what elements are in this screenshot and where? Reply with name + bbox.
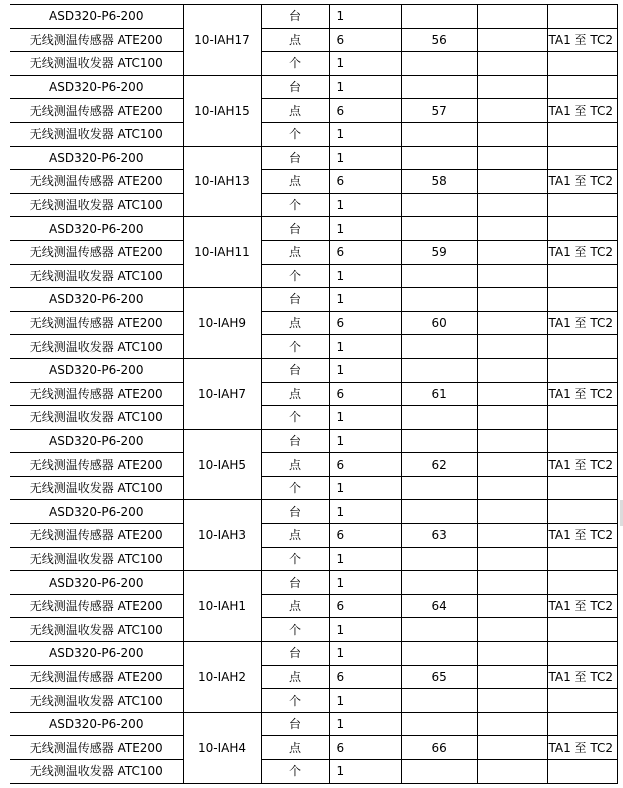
range-note-cell bbox=[547, 618, 617, 642]
range-note-cell bbox=[547, 264, 617, 288]
sequence-number-cell bbox=[401, 146, 477, 170]
quantity-cell: 1 bbox=[329, 146, 401, 170]
item-name-cell: 无线测温收发器 ATC100 bbox=[10, 476, 183, 500]
sequence-number-cell bbox=[401, 500, 477, 524]
table-row bbox=[10, 28, 617, 52]
table-row bbox=[10, 429, 617, 453]
item-name-cell: 无线测温收发器 ATC100 bbox=[10, 264, 183, 288]
empty-cell bbox=[477, 429, 547, 453]
empty-cell bbox=[477, 642, 547, 666]
table-row bbox=[10, 571, 617, 595]
range-note-cell bbox=[547, 689, 617, 713]
unit-cell: 个 bbox=[261, 689, 329, 713]
empty-cell bbox=[477, 760, 547, 784]
item-name-cell: 无线测温收发器 ATC100 bbox=[10, 122, 183, 146]
range-note-cell bbox=[547, 335, 617, 359]
quantity-cell: 1 bbox=[329, 358, 401, 382]
quantity-cell: 6 bbox=[329, 311, 401, 335]
cabinet-code-cell: 10-IAH15 bbox=[183, 75, 261, 146]
table-row bbox=[10, 547, 617, 571]
empty-cell bbox=[477, 122, 547, 146]
empty-cell bbox=[477, 170, 547, 194]
item-name-cell: 无线测温传感器 ATE200 bbox=[10, 311, 183, 335]
item-name-cell: 无线测温收发器 ATC100 bbox=[10, 335, 183, 359]
item-name-cell: 无线测温收发器 ATC100 bbox=[10, 52, 183, 76]
range-note-cell bbox=[547, 500, 617, 524]
quantity-cell: 1 bbox=[329, 500, 401, 524]
quantity-cell: 6 bbox=[329, 453, 401, 477]
quantity-cell: 1 bbox=[329, 429, 401, 453]
quantity-cell: 6 bbox=[329, 170, 401, 194]
unit-cell: 个 bbox=[261, 547, 329, 571]
cabinet-code-cell: 10-IAH2 bbox=[183, 642, 261, 713]
empty-cell bbox=[477, 28, 547, 52]
table-row bbox=[10, 524, 617, 548]
unit-cell: 点 bbox=[261, 453, 329, 477]
unit-cell: 点 bbox=[261, 524, 329, 548]
item-name-cell: 无线测温传感器 ATE200 bbox=[10, 99, 183, 123]
unit-cell: 个 bbox=[261, 52, 329, 76]
table-row bbox=[10, 217, 617, 241]
table-row bbox=[10, 736, 617, 760]
table-row bbox=[10, 406, 617, 430]
item-name-cell: 无线测温收发器 ATC100 bbox=[10, 547, 183, 571]
unit-cell: 个 bbox=[261, 264, 329, 288]
quantity-cell: 1 bbox=[329, 217, 401, 241]
sequence-number-cell bbox=[401, 476, 477, 500]
table-row bbox=[10, 665, 617, 689]
quantity-cell: 6 bbox=[329, 99, 401, 123]
item-name-cell: ASD320-P6-200 bbox=[10, 571, 183, 595]
empty-cell bbox=[477, 571, 547, 595]
unit-cell: 个 bbox=[261, 335, 329, 359]
unit-cell: 点 bbox=[261, 382, 329, 406]
equipment-table-wrapper bbox=[10, 4, 618, 784]
unit-cell: 台 bbox=[261, 642, 329, 666]
empty-cell bbox=[477, 712, 547, 736]
sequence-number-cell: 56 bbox=[401, 28, 477, 52]
table-row bbox=[10, 311, 617, 335]
empty-cell bbox=[477, 406, 547, 430]
range-note-cell bbox=[547, 547, 617, 571]
table-row bbox=[10, 618, 617, 642]
empty-cell bbox=[477, 146, 547, 170]
quantity-cell: 6 bbox=[329, 524, 401, 548]
sequence-number-cell: 59 bbox=[401, 240, 477, 264]
quantity-cell: 1 bbox=[329, 75, 401, 99]
sequence-number-cell: 62 bbox=[401, 453, 477, 477]
range-note-cell bbox=[547, 406, 617, 430]
quantity-cell: 1 bbox=[329, 288, 401, 312]
sequence-number-cell bbox=[401, 429, 477, 453]
cabinet-code-cell: 10-IAH17 bbox=[183, 5, 261, 76]
cabinet-code-cell: 10-IAH13 bbox=[183, 146, 261, 217]
table-row bbox=[10, 642, 617, 666]
unit-cell: 台 bbox=[261, 712, 329, 736]
unit-cell: 个 bbox=[261, 760, 329, 784]
sequence-number-cell bbox=[401, 264, 477, 288]
table-row bbox=[10, 476, 617, 500]
range-note-cell bbox=[547, 193, 617, 217]
table-row bbox=[10, 689, 617, 713]
quantity-cell: 1 bbox=[329, 5, 401, 29]
item-name-cell: ASD320-P6-200 bbox=[10, 217, 183, 241]
sequence-number-cell: 64 bbox=[401, 594, 477, 618]
quantity-cell: 6 bbox=[329, 665, 401, 689]
item-name-cell: 无线测温传感器 ATE200 bbox=[10, 524, 183, 548]
unit-cell: 台 bbox=[261, 217, 329, 241]
item-name-cell: 无线测温收发器 ATC100 bbox=[10, 618, 183, 642]
item-name-cell: ASD320-P6-200 bbox=[10, 712, 183, 736]
quantity-cell: 1 bbox=[329, 547, 401, 571]
item-name-cell: 无线测温收发器 ATC100 bbox=[10, 193, 183, 217]
sequence-number-cell: 60 bbox=[401, 311, 477, 335]
quantity-cell: 1 bbox=[329, 571, 401, 595]
sequence-number-cell: 58 bbox=[401, 170, 477, 194]
empty-cell bbox=[477, 264, 547, 288]
sequence-number-cell bbox=[401, 335, 477, 359]
table-row bbox=[10, 52, 617, 76]
cabinet-code-cell: 10-IAH1 bbox=[183, 571, 261, 642]
sequence-number-cell bbox=[401, 406, 477, 430]
sequence-number-cell bbox=[401, 217, 477, 241]
empty-cell bbox=[477, 500, 547, 524]
quantity-cell: 6 bbox=[329, 736, 401, 760]
quantity-cell: 1 bbox=[329, 264, 401, 288]
item-name-cell: 无线测温传感器 ATE200 bbox=[10, 28, 183, 52]
empty-cell bbox=[477, 311, 547, 335]
sequence-number-cell bbox=[401, 193, 477, 217]
unit-cell: 台 bbox=[261, 358, 329, 382]
item-name-cell: 无线测温收发器 ATC100 bbox=[10, 689, 183, 713]
sequence-number-cell bbox=[401, 618, 477, 642]
empty-cell bbox=[477, 524, 547, 548]
table-row bbox=[10, 500, 617, 524]
item-name-cell: ASD320-P6-200 bbox=[10, 75, 183, 99]
quantity-cell: 6 bbox=[329, 382, 401, 406]
unit-cell: 台 bbox=[261, 146, 329, 170]
item-name-cell: ASD320-P6-200 bbox=[10, 146, 183, 170]
table-row bbox=[10, 240, 617, 264]
unit-cell: 个 bbox=[261, 193, 329, 217]
empty-cell bbox=[477, 99, 547, 123]
unit-cell: 点 bbox=[261, 665, 329, 689]
unit-cell: 点 bbox=[261, 594, 329, 618]
range-note-cell bbox=[547, 476, 617, 500]
item-name-cell: 无线测温传感器 ATE200 bbox=[10, 170, 183, 194]
table-row bbox=[10, 99, 617, 123]
sequence-number-cell bbox=[401, 288, 477, 312]
sequence-number-cell bbox=[401, 642, 477, 666]
item-name-cell: ASD320-P6-200 bbox=[10, 288, 183, 312]
range-note-cell bbox=[547, 642, 617, 666]
quantity-cell: 1 bbox=[329, 618, 401, 642]
equipment-table-body bbox=[10, 5, 617, 784]
unit-cell: 点 bbox=[261, 28, 329, 52]
unit-cell: 点 bbox=[261, 240, 329, 264]
quantity-cell: 1 bbox=[329, 642, 401, 666]
unit-cell: 点 bbox=[261, 170, 329, 194]
quantity-cell: 1 bbox=[329, 689, 401, 713]
unit-cell: 点 bbox=[261, 736, 329, 760]
sequence-number-cell bbox=[401, 5, 477, 29]
sequence-number-cell: 65 bbox=[401, 665, 477, 689]
table-row bbox=[10, 358, 617, 382]
range-note-cell bbox=[547, 122, 617, 146]
item-name-cell: 无线测温收发器 ATC100 bbox=[10, 760, 183, 784]
empty-cell bbox=[477, 217, 547, 241]
table-row bbox=[10, 193, 617, 217]
empty-cell bbox=[477, 193, 547, 217]
table-row bbox=[10, 146, 617, 170]
item-name-cell: ASD320-P6-200 bbox=[10, 5, 183, 29]
cabinet-code-cell: 10-IAH4 bbox=[183, 712, 261, 783]
item-name-cell: 无线测温传感器 ATE200 bbox=[10, 594, 183, 618]
item-name-cell: ASD320-P6-200 bbox=[10, 642, 183, 666]
range-note-cell bbox=[547, 5, 617, 29]
table-row bbox=[10, 712, 617, 736]
table-row bbox=[10, 382, 617, 406]
sequence-number-cell bbox=[401, 52, 477, 76]
range-note-cell bbox=[547, 217, 617, 241]
item-name-cell: ASD320-P6-200 bbox=[10, 500, 183, 524]
range-note-cell bbox=[547, 760, 617, 784]
empty-cell bbox=[477, 335, 547, 359]
unit-cell: 个 bbox=[261, 618, 329, 642]
sequence-number-cell bbox=[401, 760, 477, 784]
range-note-cell: TA1 至 TC2 bbox=[547, 99, 617, 123]
cabinet-code-cell: 10-IAH7 bbox=[183, 358, 261, 429]
quantity-cell: 1 bbox=[329, 406, 401, 430]
unit-cell: 个 bbox=[261, 476, 329, 500]
quantity-cell: 6 bbox=[329, 28, 401, 52]
unit-cell: 个 bbox=[261, 122, 329, 146]
unit-cell: 台 bbox=[261, 5, 329, 29]
item-name-cell: 无线测温收发器 ATC100 bbox=[10, 406, 183, 430]
range-note-cell: TA1 至 TC2 bbox=[547, 594, 617, 618]
range-note-cell bbox=[547, 146, 617, 170]
cabinet-code-cell: 10-IAH9 bbox=[183, 288, 261, 359]
quantity-cell: 6 bbox=[329, 240, 401, 264]
range-note-cell: TA1 至 TC2 bbox=[547, 170, 617, 194]
quantity-cell: 1 bbox=[329, 760, 401, 784]
table-row bbox=[10, 335, 617, 359]
sequence-number-cell: 66 bbox=[401, 736, 477, 760]
quantity-cell: 1 bbox=[329, 52, 401, 76]
unit-cell: 台 bbox=[261, 429, 329, 453]
quantity-cell: 1 bbox=[329, 476, 401, 500]
empty-cell bbox=[477, 689, 547, 713]
item-name-cell: 无线测温传感器 ATE200 bbox=[10, 240, 183, 264]
range-note-cell bbox=[547, 288, 617, 312]
sequence-number-cell bbox=[401, 571, 477, 595]
item-name-cell: 无线测温传感器 ATE200 bbox=[10, 453, 183, 477]
cabinet-code-cell: 10-IAH5 bbox=[183, 429, 261, 500]
empty-cell bbox=[477, 288, 547, 312]
sequence-number-cell: 57 bbox=[401, 99, 477, 123]
empty-cell bbox=[477, 75, 547, 99]
range-note-cell bbox=[547, 358, 617, 382]
equipment-table bbox=[10, 4, 618, 784]
item-name-cell: 无线测温传感器 ATE200 bbox=[10, 382, 183, 406]
table-row bbox=[10, 122, 617, 146]
cabinet-code-cell: 10-IAH11 bbox=[183, 217, 261, 288]
sequence-number-cell: 63 bbox=[401, 524, 477, 548]
sequence-number-cell bbox=[401, 712, 477, 736]
table-row bbox=[10, 594, 617, 618]
empty-cell bbox=[477, 52, 547, 76]
sequence-number-cell bbox=[401, 689, 477, 713]
range-note-cell: TA1 至 TC2 bbox=[547, 311, 617, 335]
quantity-cell: 1 bbox=[329, 193, 401, 217]
item-name-cell: ASD320-P6-200 bbox=[10, 358, 183, 382]
empty-cell bbox=[477, 5, 547, 29]
empty-cell bbox=[477, 382, 547, 406]
sequence-number-cell bbox=[401, 358, 477, 382]
empty-cell bbox=[477, 665, 547, 689]
range-note-cell bbox=[547, 52, 617, 76]
range-note-cell: TA1 至 TC2 bbox=[547, 240, 617, 264]
range-note-cell: TA1 至 TC2 bbox=[547, 453, 617, 477]
empty-cell bbox=[477, 240, 547, 264]
unit-cell: 个 bbox=[261, 406, 329, 430]
sequence-number-cell: 61 bbox=[401, 382, 477, 406]
empty-cell bbox=[477, 547, 547, 571]
range-note-cell: TA1 至 TC2 bbox=[547, 736, 617, 760]
empty-cell bbox=[477, 618, 547, 642]
table-row bbox=[10, 288, 617, 312]
range-note-cell bbox=[547, 571, 617, 595]
table-row bbox=[10, 75, 617, 99]
quantity-cell: 1 bbox=[329, 712, 401, 736]
range-note-cell: TA1 至 TC2 bbox=[547, 382, 617, 406]
unit-cell: 台 bbox=[261, 571, 329, 595]
table-row bbox=[10, 264, 617, 288]
range-note-cell: TA1 至 TC2 bbox=[547, 524, 617, 548]
table-row bbox=[10, 5, 617, 29]
sequence-number-cell bbox=[401, 122, 477, 146]
range-note-cell bbox=[547, 75, 617, 99]
empty-cell bbox=[477, 358, 547, 382]
table-row bbox=[10, 760, 617, 784]
unit-cell: 台 bbox=[261, 500, 329, 524]
quantity-cell: 1 bbox=[329, 335, 401, 359]
unit-cell: 点 bbox=[261, 99, 329, 123]
empty-cell bbox=[477, 736, 547, 760]
quantity-cell: 6 bbox=[329, 594, 401, 618]
table-row bbox=[10, 453, 617, 477]
range-note-cell bbox=[547, 429, 617, 453]
unit-cell: 点 bbox=[261, 311, 329, 335]
empty-cell bbox=[477, 476, 547, 500]
range-note-cell: TA1 至 TC2 bbox=[547, 665, 617, 689]
sequence-number-cell bbox=[401, 75, 477, 99]
quantity-cell: 1 bbox=[329, 122, 401, 146]
range-note-cell: TA1 至 TC2 bbox=[547, 28, 617, 52]
empty-cell bbox=[477, 594, 547, 618]
unit-cell: 台 bbox=[261, 75, 329, 99]
item-name-cell: 无线测温传感器 ATE200 bbox=[10, 665, 183, 689]
cabinet-code-cell: 10-IAH3 bbox=[183, 500, 261, 571]
table-row bbox=[10, 170, 617, 194]
item-name-cell: ASD320-P6-200 bbox=[10, 429, 183, 453]
item-name-cell: 无线测温传感器 ATE200 bbox=[10, 736, 183, 760]
unit-cell: 台 bbox=[261, 288, 329, 312]
range-note-cell bbox=[547, 712, 617, 736]
empty-cell bbox=[477, 453, 547, 477]
sequence-number-cell bbox=[401, 547, 477, 571]
